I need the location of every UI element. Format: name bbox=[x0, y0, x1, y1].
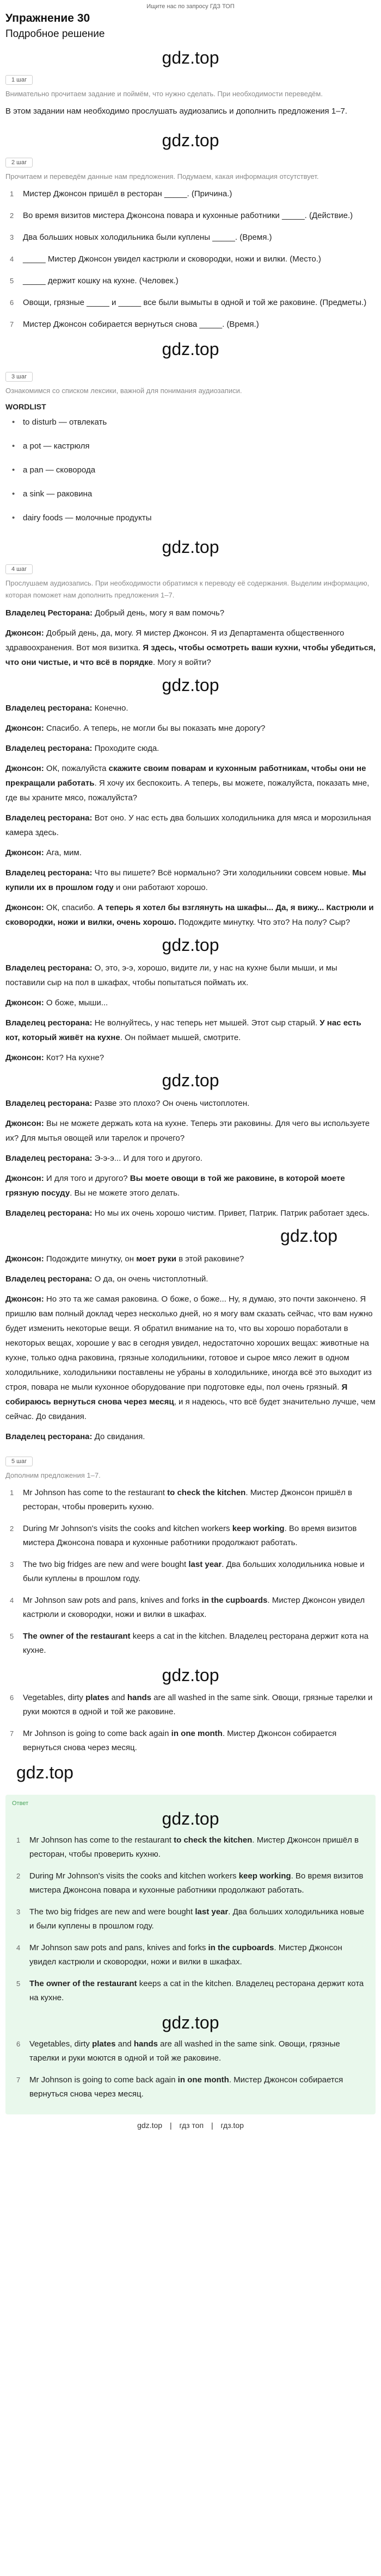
speaker-name: Владелец ресторана: bbox=[5, 963, 93, 973]
sentence-text: keeps a cat in the kitchen. Владелец ресторана держит кота на кухне. bbox=[23, 1632, 369, 1655]
sentence-text: . Мистер Джонсон увидел кастрюли и сковородки, ножи и вилки в шкафах. bbox=[23, 1596, 365, 1619]
list-item: 3 Два больших новых холодильника были куплены _____. (Время.) bbox=[10, 233, 272, 242]
speaker-name: Джонсон: bbox=[5, 1174, 44, 1183]
dialog-text: в этой раковине? bbox=[176, 1254, 244, 1264]
sentence-text: Мистер Джонсон пришёл в ресторан _____. (Причина.) bbox=[23, 189, 232, 198]
answer-text: plates bbox=[85, 1693, 109, 1702]
speaker-name: Джонсон: bbox=[5, 1119, 44, 1128]
item-number: 5 bbox=[10, 1632, 14, 1640]
dialog-text: О да, он очень чистоплотный. bbox=[92, 1274, 208, 1284]
sentence-text: . Во время визитов мистера Джонсона повара и кухонные работники продолжают работать. bbox=[23, 1524, 357, 1547]
dialog-text: О, это, э-э, хорошо, видите ли, у нас на кухне были мыши, и мы поставили сыр на пол в шкафах, чтобы попытаться поймать их. bbox=[5, 963, 337, 987]
item-number: 6 bbox=[10, 1694, 14, 1702]
step-badge: 2 шаг bbox=[5, 158, 33, 167]
watermark: gdz.top bbox=[162, 48, 219, 67]
word-item: • a sink — раковина bbox=[5, 487, 376, 501]
item-number: 1 bbox=[16, 1836, 21, 1844]
step-badge: 5 шаг bbox=[5, 1457, 33, 1466]
sentence-text: _____ Мистер Джонсон увидел кастрюли и сковородки, ножи и вилки. (Место.) bbox=[23, 254, 321, 264]
speaker-name: Владелец ресторана: bbox=[5, 1018, 93, 1028]
answer-text: in the cupboards bbox=[201, 1596, 268, 1605]
sentence-text: . Мистер Джонсон собирается вернуться снова через месяц. bbox=[23, 1729, 337, 1752]
dialog-text: Проходите сюда. bbox=[92, 744, 159, 753]
watermark: gdz.top bbox=[162, 537, 219, 557]
dialog-line bbox=[5, 761, 376, 805]
dialog-text: И для того и другого? bbox=[44, 1174, 130, 1183]
dialog-text: Но это та же самая раковина. О боже, о боже... Ну, я думаю, это почти закончено. Я пришлю вам полный доклад через несколько дней, но я могу вам сказать сейчас, что вам нужно будет изменить некоторые вещи. Я обратил внимание на то, что вы хорошо поработали в некоторых вещах, хорошие у вас в сегодня увидел, недостаточно хороших вещах: животные на кухне, только одна раковина, грязные холодильники, готовое и сырое мясо лежит в одном холодильнике, холодильники поставлены не убраны в холодильнике, иногда всё это выходит из строя, повара не мыли кухонное оборудование при подготовке еды, пол очень грязный. bbox=[5, 1295, 373, 1392]
sentence-text: Mr Johnson has come to the restaurant bbox=[29, 1835, 174, 1845]
answer-label: Ответ bbox=[12, 1800, 29, 1807]
dialog-text: Ага, мим. bbox=[44, 848, 82, 857]
sentence-text: Во время визитов мистера Джонсона повара и кухонные работники _____. (Действие.) bbox=[23, 211, 353, 220]
dialog-text: До свидания. bbox=[92, 1432, 145, 1441]
list-item: 7 Мистер Джонсон собирается вернуться снова _____. (Время.) bbox=[10, 320, 259, 329]
list-item: 5 _____ держит кошку на кухне. (Человек.) bbox=[10, 276, 179, 285]
footer-separator: | bbox=[211, 2121, 213, 2130]
speaker-name: Владелец ресторана: bbox=[5, 1154, 93, 1163]
step-text: В этом задании нам необходимо прослушать аудиозапись и дополнить предложения 1–7. bbox=[5, 107, 348, 116]
sentence-text: . Мистер Джонсон собирается вернуться снова через месяц. bbox=[29, 2075, 343, 2099]
sentence-text: Vegetables, dirty bbox=[29, 2039, 93, 2049]
answer-text: keep working bbox=[238, 1871, 291, 1881]
dialog-text: О боже, мыши... bbox=[44, 998, 108, 1007]
list-item bbox=[5, 1727, 376, 1755]
dialog-text: Добрый день, могу я вам помочь? bbox=[92, 608, 225, 618]
dialog-text: . Я хочу их беспокоить. А теперь, вы можете, пожалуйста, показать мне, где вы храните мясо, пожалуйста? bbox=[5, 779, 370, 802]
dialog-line bbox=[5, 866, 376, 895]
speaker-name: Джонсон: bbox=[5, 764, 44, 773]
sentence-text: During Mr Johnson's visits the cooks and kitchen workers bbox=[23, 1524, 232, 1533]
dialog-line bbox=[5, 995, 376, 1010]
dialog-line bbox=[5, 1272, 376, 1286]
item-number: 5 bbox=[16, 1980, 21, 1988]
dialog-text: . Он поймает мышей, смотрите. bbox=[120, 1033, 241, 1042]
dialog-text: Кот? На кухне? bbox=[44, 1053, 105, 1062]
word-item: • a pan — сковорода bbox=[5, 463, 376, 477]
speaker-name: Владелец ресторана: bbox=[5, 1432, 93, 1441]
dialog-line bbox=[5, 900, 376, 930]
step-description: Прослушаем аудиозапись. При необходимости обратимся к переводу её содержания. Выделим информацию, которая поможет нам дополнить предложения 1–7. bbox=[5, 579, 370, 599]
sentence-text: . Мистер Джонсон пришёл в ресторан, чтобы проверить кухню. bbox=[23, 1488, 353, 1511]
speaker-name: Джонсон: bbox=[5, 1254, 44, 1264]
step-description: Дополним предложения 1–7. bbox=[5, 1471, 101, 1479]
dialog-line bbox=[5, 1292, 376, 1424]
dialog-line bbox=[5, 1050, 376, 1065]
watermark: gdz.top bbox=[162, 935, 219, 955]
step-badge: 4 шаг bbox=[5, 564, 33, 574]
dialog-line bbox=[5, 1252, 376, 1266]
search-banner: Ищите нас по запросу ГДЗ ТОП bbox=[146, 3, 235, 10]
sentence-text: Mr Johnson saw pots and pans, knives and forks bbox=[29, 1943, 208, 1952]
dialog-line bbox=[5, 606, 376, 620]
footer-link[interactable]: гдз топ bbox=[179, 2121, 204, 2130]
sentence-text: . Мистер Джонсон увидел кастрюли и сковородки, ножи и вилки в шкафах. bbox=[29, 1943, 342, 1967]
watermark: gdz.top bbox=[162, 1665, 219, 1685]
dialog-text: Подождите минутку, он bbox=[44, 1254, 137, 1264]
list-item bbox=[5, 1629, 376, 1658]
watermark: gdz.top bbox=[280, 1226, 337, 1246]
answer-text: in one month bbox=[177, 2075, 229, 2085]
step-badge: 1 шаг bbox=[5, 75, 33, 85]
item-number: 6 bbox=[16, 2040, 21, 2048]
completed-sentence-list bbox=[5, 1486, 376, 1755]
answer-text: in one month bbox=[171, 1729, 223, 1738]
sentence-text: _____ держит кошку на кухне. (Человек.) bbox=[23, 276, 179, 285]
sentence-list bbox=[5, 187, 376, 332]
highlighted-text: А теперь я хотел бы взглянуть на шкафы... Да, я вижу... Кастрюли и сковородки, ножи и вилки, очень хорошо. bbox=[5, 903, 374, 927]
dialog-line bbox=[5, 721, 376, 736]
sentence-text: . Два больших холодильника новые и были куплены в прошлом году. bbox=[29, 1907, 365, 1931]
dialog-line bbox=[5, 1116, 376, 1146]
step-description: Ознакомимся со списком лексики, важной для понимания аудиозаписи. bbox=[5, 387, 242, 395]
wordlist-title: WORDLIST bbox=[5, 402, 46, 411]
footer bbox=[5, 2121, 376, 2130]
list-item: 2 Во время визитов мистера Джонсона повара и кухонные работники _____. (Действие.) bbox=[10, 211, 353, 220]
dialog-text: . Могу я войти? bbox=[152, 658, 211, 667]
step-badge: 3 шаг bbox=[5, 372, 33, 382]
speaker-name: Джонсон: bbox=[5, 848, 44, 857]
highlighted-text: У нас есть кот, который живёт на кухне bbox=[5, 1018, 361, 1042]
answer-text: The owner of the restaurant bbox=[23, 1632, 131, 1641]
speaker-name: Владелец ресторана: bbox=[5, 813, 93, 823]
watermark: gdz.top bbox=[162, 339, 219, 359]
answer-text: keep working bbox=[232, 1524, 285, 1533]
sentence-text: Mr Johnson saw pots and pans, knives and forks bbox=[23, 1596, 202, 1605]
sentence-text: are all washed in the same sink. Овощи, грязные тарелки и руки моются в одной и той же раковине. bbox=[29, 2039, 340, 2063]
sentence-text: Мистер Джонсон собирается вернуться снова _____. (Время.) bbox=[23, 320, 259, 329]
answer-text: hands bbox=[127, 1693, 151, 1702]
answer-text: to check the kitchen bbox=[167, 1488, 246, 1497]
sentence-text: and bbox=[115, 2039, 134, 2049]
dialog-text: Вот оно. У нас есть два больших холодильника для мяса и морозильная камера здесь. bbox=[5, 813, 371, 837]
dialog-line bbox=[5, 741, 376, 756]
step-description: Прочитаем и переведём данные нам предложения. Подумаем, какая информация отсутствует. bbox=[5, 172, 319, 181]
list-item bbox=[12, 2073, 369, 2101]
dialog-text: Разве это плохо? Он очень чистоплотен. bbox=[92, 1099, 250, 1108]
answer-text: to check the kitchen bbox=[174, 1835, 253, 1845]
list-item bbox=[5, 1691, 376, 1719]
speaker-name: Владелец ресторана: bbox=[5, 1099, 93, 1108]
highlighted-text: моет руки bbox=[136, 1254, 176, 1264]
dialog-text: ОК, спасибо. bbox=[44, 903, 97, 912]
sentence-text: keeps a cat in the kitchen. Владелец ресторана держит кота на кухне. bbox=[29, 1979, 364, 2002]
dialog-text: Что вы пишете? Всё нормально? Эти холодильники совсем новые. bbox=[92, 868, 353, 878]
footer-separator: | bbox=[169, 2121, 172, 2130]
answer-text: last year bbox=[195, 1907, 229, 1917]
speaker-name: Джонсон: bbox=[5, 629, 44, 638]
dialog-text: и они работают хорошо. bbox=[113, 883, 208, 892]
solution-subtitle: Подробное решение bbox=[5, 28, 105, 40]
highlighted-text: Вы моете овощи в той же раковине, в которой моете грязную посуду bbox=[5, 1174, 345, 1198]
dialog-line bbox=[5, 1171, 376, 1200]
sentence-text: The two big fridges are new and were bought bbox=[23, 1560, 189, 1569]
speaker-name: Владелец ресторана: bbox=[5, 868, 93, 878]
sentence-text: . Мистер Джонсон пришёл в ресторан, чтобы проверить кухню. bbox=[29, 1835, 359, 1859]
highlighted-text: Я собираюсь вернуться снова через месяц bbox=[5, 1383, 348, 1407]
speaker-name: Джонсон: bbox=[5, 724, 44, 733]
list-item bbox=[5, 1522, 376, 1550]
watermark: gdz.top bbox=[162, 675, 219, 695]
dialog-line bbox=[5, 1016, 376, 1045]
dialog-line bbox=[5, 701, 376, 715]
sentence-text: The two big fridges are new and were bought bbox=[29, 1907, 195, 1917]
speaker-name: Владелец Ресторана: bbox=[5, 608, 93, 618]
dialog-line bbox=[5, 845, 376, 860]
speaker-name: Джонсон: bbox=[5, 998, 44, 1007]
answer-text: last year bbox=[188, 1560, 222, 1569]
speaker-name: Владелец ресторана: bbox=[5, 1209, 93, 1218]
footer-link[interactable]: гдз.top bbox=[220, 2121, 244, 2130]
sentence-text: Mr Johnson is going to come back again bbox=[23, 1729, 171, 1738]
item-number: 4 bbox=[16, 1944, 21, 1952]
list-item: 6 Овощи, грязные _____ и _____ все были вымыты в одной и той же раковине. (Предметы.) bbox=[10, 298, 367, 307]
sentence-text: Mr Johnson is going to come back again bbox=[29, 2075, 178, 2085]
footer-link[interactable]: gdz.top bbox=[137, 2121, 163, 2130]
step-2 bbox=[5, 157, 376, 359]
sentence-text: Овощи, грязные _____ и _____ все были вымыты в одной и той же раковине. (Предметы.) bbox=[23, 298, 367, 307]
dialog-line bbox=[5, 1151, 376, 1166]
list-item: 4 _____ Мистер Джонсон увидел кастрюли и сковородки, ножи и вилки. (Место.) bbox=[10, 254, 321, 264]
answer-list bbox=[12, 1833, 369, 2101]
step-description: Внимательно прочитаем задание и поймём, что нужно сделать. При необходимости переведём. bbox=[5, 90, 323, 98]
item-number: 7 bbox=[10, 1729, 14, 1738]
sentence-text: During Mr Johnson's visits the cooks and kitchen workers bbox=[29, 1871, 239, 1881]
dialog-line bbox=[5, 811, 376, 840]
speaker-name: Джонсон: bbox=[5, 903, 44, 912]
answer-text: hands bbox=[133, 2039, 158, 2049]
item-number: 1 bbox=[10, 1489, 14, 1497]
speaker-name: Владелец ресторана: bbox=[5, 1274, 93, 1284]
item-number: 7 bbox=[16, 2076, 21, 2084]
answer-text: in the cupboards bbox=[208, 1943, 274, 1952]
dialog-line bbox=[5, 961, 376, 990]
dialog-text: Не волнуйтесь, у нас теперь нет мышей. Этот сыр старый. bbox=[92, 1018, 320, 1028]
dialog-text: Конечно. bbox=[92, 704, 128, 713]
list-item: 1 Мистер Джонсон пришёл в ресторан _____. (Причина.) bbox=[10, 189, 232, 198]
dialog-line bbox=[5, 1429, 376, 1444]
step-4 bbox=[5, 564, 376, 1444]
word-item: • a pot — кастрюля bbox=[5, 439, 376, 453]
dialog-line bbox=[5, 626, 376, 670]
sentence-text: . Два больших холодильника новые и были куплены в прошлом году. bbox=[23, 1560, 365, 1583]
highlighted-text: Мы купили их в прошлом году bbox=[5, 868, 366, 892]
step-1 bbox=[5, 74, 376, 119]
sentence-text: Vegetables, dirty bbox=[23, 1693, 86, 1702]
dialog-text: Спасибо. А теперь, не могли бы вы показать мне дорогу? bbox=[44, 724, 266, 733]
speaker-name: Джонсон: bbox=[5, 1295, 44, 1304]
highlighted-text: Я здесь, чтобы осмотреть ваши кухни, чтобы убедиться, что они чистые, и что всё в порядке bbox=[5, 643, 376, 667]
item-number: 2 bbox=[10, 1525, 14, 1533]
dialog-text: Добрый день, да, могу. Я мистер Джонсон. Я из Департамента общественного здравоохранения. Вот моя визитка. bbox=[5, 629, 345, 652]
answer-text: The owner of the restaurant bbox=[29, 1979, 137, 1988]
item-number: 4 bbox=[10, 1596, 14, 1604]
dialog bbox=[5, 606, 376, 1444]
item-number: 3 bbox=[16, 1908, 21, 1916]
dialog-text: Вы не можете держать кота на кухне. Теперь эти раковины. Для чего вы используете их? Для мытья овощей или тарелок и прочего? bbox=[5, 1119, 370, 1143]
highlighted-text: скажите своим поварам и кухонным работникам, чтобы они не прекращали работать bbox=[5, 764, 366, 788]
item-number: 3 bbox=[10, 1560, 14, 1569]
speaker-name: Владелец ресторана: bbox=[5, 704, 93, 713]
watermark: gdz.top bbox=[162, 1071, 219, 1090]
answer-box bbox=[5, 1795, 376, 2114]
item-number: 2 bbox=[16, 1872, 21, 1880]
exercise-title: Упражнение 30 bbox=[5, 12, 90, 24]
answer-text: plates bbox=[92, 2039, 116, 2049]
sentence-text: Mr Johnson has come to the restaurant bbox=[23, 1488, 168, 1497]
list-item bbox=[12, 1977, 369, 2005]
dialog-text: Но мы их очень хорошо чистим. Привет, Патрик. Патрик работает здесь. bbox=[92, 1209, 370, 1218]
sentence-text: Два больших новых холодильника были куплены _____. (Время.) bbox=[23, 233, 272, 242]
wordlist bbox=[5, 415, 376, 525]
speaker-name: Джонсон: bbox=[5, 1053, 44, 1062]
step-5 bbox=[5, 1456, 376, 1783]
watermark: gdz.top bbox=[162, 2013, 219, 2032]
sentence-text: are all washed in the same sink. Овощи, грязные тарелки и руки моются в одной и той же раковине. bbox=[23, 1693, 373, 1716]
sentence-text: . Во время визитов мистера Джонсона повара и кухонные работники продолжают работать. bbox=[29, 1871, 364, 1895]
sentence-text: and bbox=[109, 1693, 127, 1702]
step-3 bbox=[5, 371, 376, 525]
dialog-text: , и я надеюсь, что всё будет значительно лучше, чем сейчас. До свидания. bbox=[5, 1397, 376, 1421]
word-item: • dairy foods — молочные продукты bbox=[5, 511, 376, 525]
watermark: gdz.top bbox=[162, 130, 219, 150]
dialog-text: Подождите минутку. Что это? На полу? Сыр? bbox=[176, 918, 351, 927]
word-item: • to disturb — отвлекать bbox=[5, 415, 376, 430]
dialog-text: ОК, пожалуйста bbox=[44, 764, 109, 773]
watermark: gdz.top bbox=[16, 1763, 73, 1782]
watermark: gdz.top bbox=[162, 1809, 219, 1828]
list-item bbox=[12, 1833, 369, 1862]
list-item bbox=[5, 1486, 376, 1514]
list-item bbox=[5, 1558, 376, 1586]
list-item bbox=[12, 2037, 369, 2065]
list-item bbox=[5, 1594, 376, 1622]
speaker-name: Владелец ресторана: bbox=[5, 744, 93, 753]
list-item bbox=[12, 1941, 369, 1969]
list-item bbox=[12, 1905, 369, 1933]
dialog-line bbox=[5, 1206, 376, 1221]
dialog-text: . Вы не можете этого делать. bbox=[70, 1189, 180, 1198]
dialog-text: Э-э-э... И для того и другого. bbox=[92, 1154, 202, 1163]
list-item bbox=[12, 1869, 369, 1897]
dialog-line bbox=[5, 1096, 376, 1111]
